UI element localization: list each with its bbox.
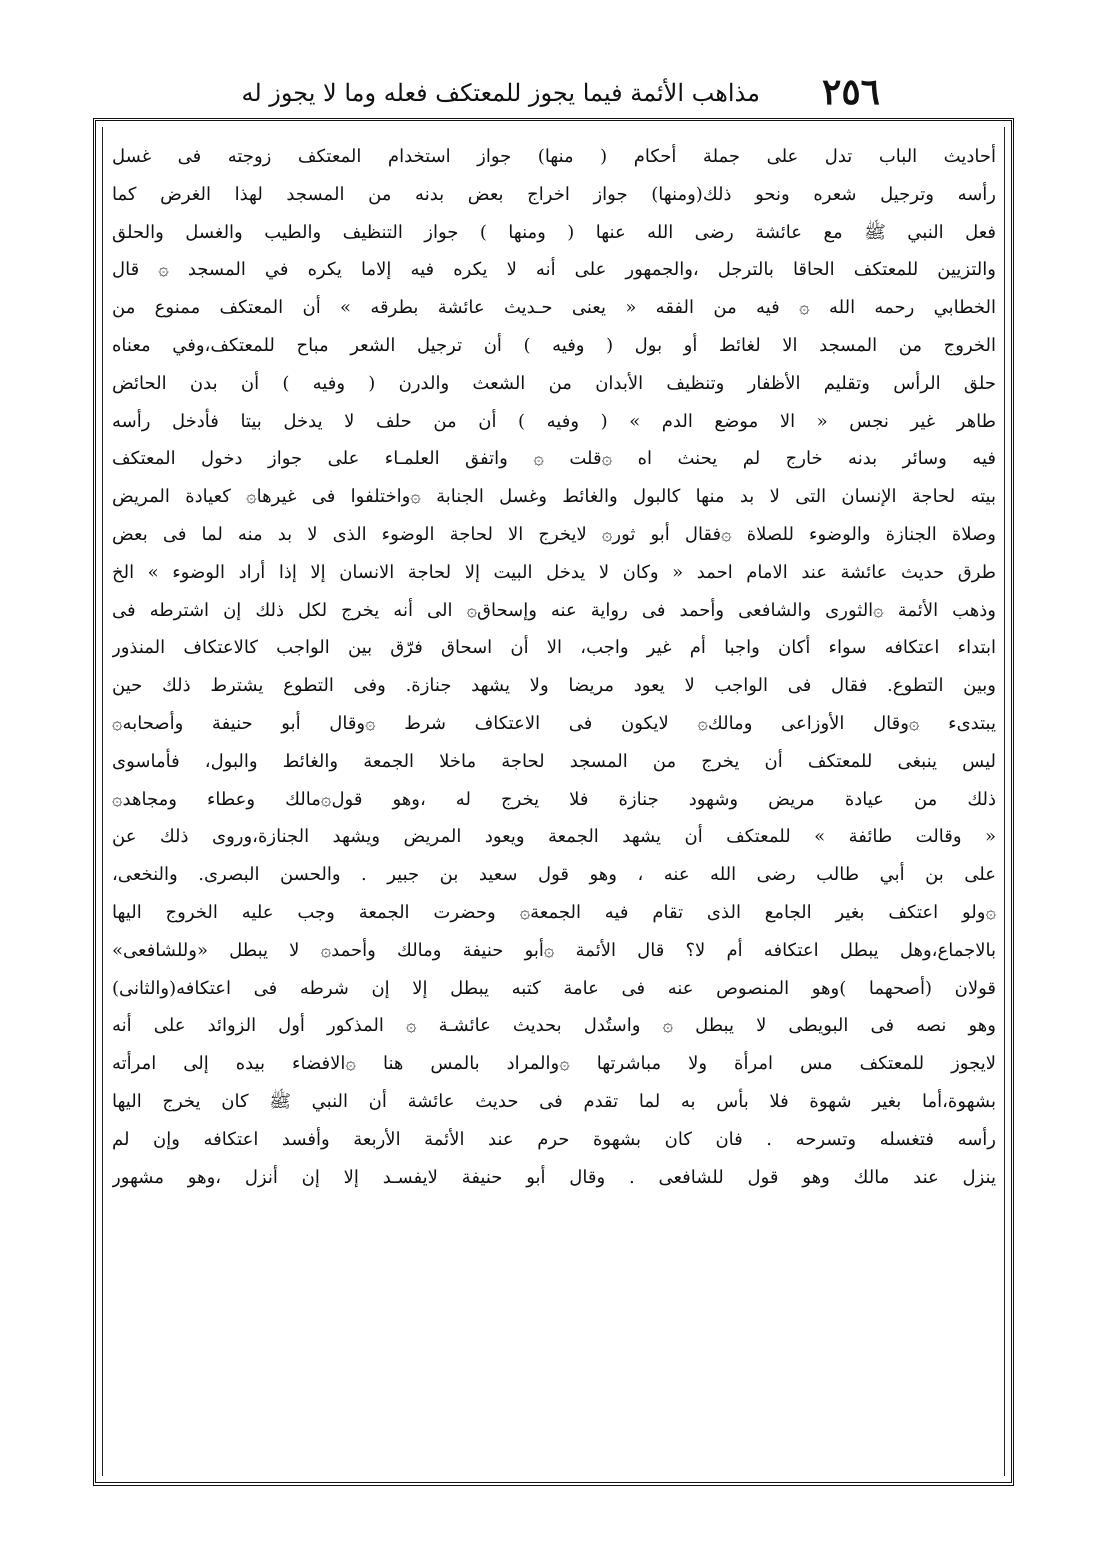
text-line: « وقالت طائفة » للمعتكف أن يشهد الجمعة ويعود المريض ويشهد الجنازة،وروى ذلك عن xyxy=(112,826,996,848)
text-line: يبتدىء ۞وقال الأوزاعى ومالك۞ لايكون فى الاعتكاف شرط ۞وقال أبو حنيفة وأصحابه۞ xyxy=(112,712,996,734)
text-line: وبين التطوع. فقال فى الواجب لا يعود مريضا ولا يشهد جنازة. وفى التطوع يشترط ذلك حين xyxy=(112,675,996,697)
text-line: طرق حديث عائشة عند الامام احمد « وكان لا يدخل البيت إلا لحاجة الانسان إلا إذا أراد الوضوء » الخ xyxy=(112,561,996,583)
body-text xyxy=(112,138,996,1472)
text-line: قولان (أصحهما )وهو المنصوص عنه فى عامة كتبه يبطل إلا إن شرطه فى اعتكافه(والثانى) xyxy=(112,977,996,999)
text-line: ابتداء اعتكافه سواء أكان واجبا أم غير واجب، الا أن اسحاق فرّق بين الواجب كالاعتكاف المنذور xyxy=(112,637,996,659)
text-line: أحاديث الباب تدل على جملة أحكام ( منها) جواز استخدام المعتكف زوجته فى غسل xyxy=(112,146,996,167)
text-line: ذلك من عيادة مريض وشهود جنازة فلا يخرج له ،وهو قول۞مالك وعطاء ومجاهد۞ xyxy=(112,788,996,810)
text-line: على بن أبي طالب رضى الله عنه ، وهو قول سعيد بن جبير . والحسن البصرى. والنخعى، xyxy=(112,864,996,886)
text-line: حلق الرأس وتقليم الأظفار وتنظيف الأبدان من الشعث والدرن ( وفيه ) أن بدن الحائض xyxy=(112,372,996,394)
text-line: ۞ولو اعتكف بغير الجامع الذى تقام فيه الجمعة۞ وحضرت الجمعة وجب عليه الخروج اليها xyxy=(112,901,996,923)
text-line: وهو نصه فى البويطى لا يبطل ۞ واستُدل بحديث عائشـة ۞ المذكور أول الزوائد على أنه xyxy=(112,1015,996,1037)
text-line: وصلاة الجنازة والوضوء للصلاة ۞فقال أبو ثور۞ لايخرج الا لحاجة الوضوء الذى لا بد منه لما فى بعض xyxy=(112,523,996,545)
text-line: الخروج من المسجد الا لغائط أو بول ( وفيه ) أن ترجيل الشعر مباح للمعتكف،وفي معناه xyxy=(112,334,996,356)
text-line: فعل النبي ﷺ مع عائشة رضى الله عنها ( ومنها ) جواز التنظيف والطيب والغسل والحلق xyxy=(112,221,996,243)
page-header xyxy=(200,70,880,120)
text-line: بيته لحاجة الإنسان التى لا بد منها كالبول والغائط وغسل الجنابة ۞واختلفوا فى غيرها۞ كعيادة المريض xyxy=(112,486,996,508)
text-line: ليس ينبغى للمعتكف أن يخرج من المسجد لحاجة ماخلا الجمعة والغائط والبول، فأماسوى xyxy=(112,750,996,772)
text-line: ينزل عند مالك وهو قول للشافعى . وقال أبو حنيفة لايفسـد إلا إن أنزل ،وهو مشهور xyxy=(112,1166,996,1188)
text-line: لايجوز للمعتكف مس امرأة ولا مباشرتها ۞والمراد بالمس هنا ۞الافضاء بيده إلى امرأته xyxy=(112,1053,996,1075)
text-line: والتزيين للمعتكف الحاقا بالترجل ،والجمهور على أنه لا يكره فيه إلاما يكره في المسجد ۞ قال xyxy=(112,259,996,281)
text-line: بالاجماع،وهل يبطل اعتكافه أم لا؟ قال الأئمة ۞أبو حنيفة ومالك وأحمد۞ لا يبطل «وللشافعى» xyxy=(112,939,996,961)
text-line: رأسه وترجيل شعره ونحو ذلك(ومنها) جواز اخراج بعض بدنه من المسجد لهذا الغرض كما xyxy=(112,183,996,205)
text-line: وذهب الأئمة ۞الثورى والشافعى وأحمد فى رواية عنه وإسحاق۞ الى أنه يخرج لكل ذلك إن اشترطه فى xyxy=(112,599,996,621)
text-line: فيه وسائر بدنه خارج لم يحنث اه ۞قلت ۞ واتفق العلمـاء على جواز دخول المعتكف xyxy=(112,448,996,470)
page-number: ٢٥٦ xyxy=(821,71,880,113)
text-line: بشهوة،أما بغير شهوة فلا بأس به لما تقدم فى حديث عائشة أن النبي ﷺ كان يخرج اليها xyxy=(112,1090,996,1112)
running-head: مذاهب الأئمة فيما يجوز للمعتكف فعله وما لا يجوز له xyxy=(241,79,760,107)
text-line: الخطابي رحمه الله ۞ فيه من الفقه « يعنى حـديث عائشة بطرقه » أن المعتكف ممنوع من xyxy=(112,297,996,319)
text-line: طاهر غير نجس « الا موضع الدم » ( وفيه ) أن من حلف لا يدخل بيتا فأدخل رأسه xyxy=(112,410,996,432)
text-line: رأسه فتغسله وتسرحه . فان كان بشهوة حرم عند الأئمة الأربعة وأفسد اعتكافه وإن لم xyxy=(112,1128,996,1150)
